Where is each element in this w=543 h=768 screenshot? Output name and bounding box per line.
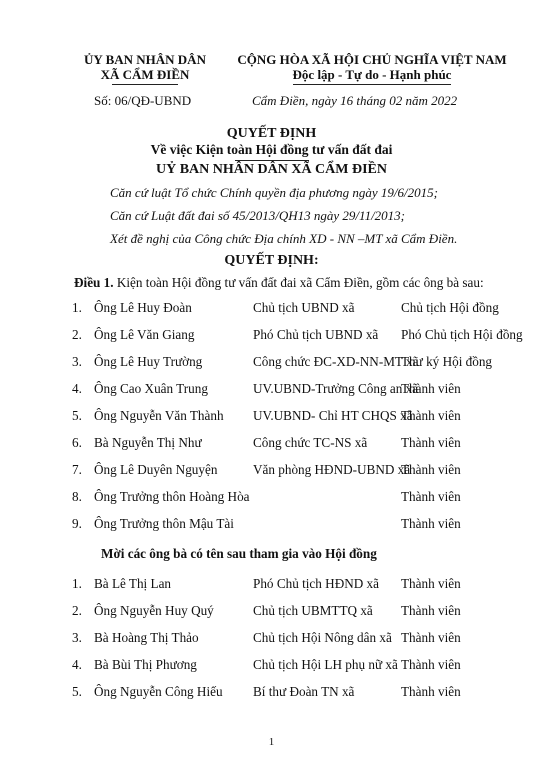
invitee-name: Ông Nguyễn Công Hiếu [94,684,223,699]
document-heading: QUYẾT ĐỊNH [226,126,317,141]
basis-line-1: Căn cứ luật Tổ chức Chính quyền địa phương ngày 19/6/2015; [110,185,438,200]
list-item [0,630,543,650]
member-name: Ông Lê Duyên Nguyện [94,462,218,477]
article-1 [74,275,484,291]
national-motto: Độc lập - Tự do - Hạnh phúc [292,67,452,82]
member-role: Chủ tịch Hội đồng [401,300,499,315]
article-1-text: Kiện toàn Hội đồng tư vấn đất đai xã Cẩm Điền, gồm các ông bà sau: [113,275,484,290]
member-name: Ông Lê Huy Trường [94,354,203,369]
commune-name: XÃ CẨM ĐIỀN [100,67,190,82]
member-name: Ông Lê Huy Đoàn [94,300,192,315]
list-item [0,489,543,509]
invitee-name: Bà Lê Thị Lan [94,576,172,591]
national-title: CỘNG HÒA XÃ HỘI CHỦ NGHĨA VIỆT NAM [237,52,507,67]
member-role: Thư ký Hội đồng [401,354,493,369]
place-and-date: Cẩm Điền, ngày 16 tháng 02 năm 2022 [252,93,458,108]
item-number: 6. [72,435,82,450]
member-name: Ông Trưởng thôn Mậu Tài [94,516,234,531]
member-position: Văn phòng HĐND-UBND xã [253,462,411,477]
invitee-role: Thành viên [401,684,461,699]
member-name: Ông Trưởng thôn Hoàng Hòa [94,489,250,504]
invitee-name: Bà Hoàng Thị Thảo [94,630,199,645]
invitee-name: Bà Bùi Thị Phương [94,657,197,672]
subject-underline [235,160,309,161]
member-name: Ông Cao Xuân Trung [94,381,208,396]
member-position: Công chức TC-NS xã [253,435,368,450]
invitee-position: Chủ tịch Hội LH phụ nữ xã [253,657,398,672]
member-position: Chủ tịch UBND xã [253,300,355,315]
member-role: Thành viên [401,435,461,450]
invitee-position: Phó Chủ tịch HĐND xã [253,576,380,591]
member-name: Ông Nguyễn Văn Thành [94,408,224,423]
invitee-position: Bí thư Đoàn TN xã [253,684,355,699]
invitee-name: Ông Nguyễn Huy Quý [94,603,214,618]
item-number: 2. [72,327,82,342]
list-item [0,516,543,536]
invitees-heading: Mời các ông bà có tên sau tham gia vào Hội đồng [101,546,377,561]
basis-line-3: Xét đề nghị của Công chức Địa chính XD - NN –MT xã Cẩm Điền. [110,231,458,246]
member-position: Công chức ĐC-XD-NN-MT xã [253,354,419,369]
list-item [0,381,543,401]
item-number: 8. [72,489,82,504]
list-item [0,435,543,455]
invitee-role: Thành viên [401,603,461,618]
header-left-underline [112,84,178,85]
invitee-role: Thành viên [401,630,461,645]
article-1-label: Điều 1. [74,275,114,290]
list-item [0,462,543,482]
member-name: Bà Nguyễn Thị Như [94,435,202,450]
list-item [0,300,543,320]
invitee-position: Chủ tịch Hội Nông dân xã [253,630,392,645]
member-role: Thành viên [401,489,461,504]
list-item [0,327,543,347]
invitee-position: Chủ tịch UBMTTQ xã [253,603,373,618]
list-item [0,684,543,704]
invitee-role: Thành viên [401,657,461,672]
agency-name: ỦY BAN NHÂN DÂN [84,52,206,67]
item-number: 3. [72,354,82,369]
invitee-role: Thành viên [401,576,461,591]
member-name: Ông Lê Văn Giang [94,327,195,342]
item-number: 7. [72,462,82,477]
list-item [0,576,543,596]
item-number: 5. [72,408,82,423]
decides-heading: QUYẾT ĐỊNH: [224,253,319,268]
item-number: 3. [72,630,82,645]
item-number: 5. [72,684,82,699]
item-number: 1. [72,300,82,315]
member-role: Phó Chủ tịch Hội đồng [401,327,523,342]
member-role: Thành viên [401,462,461,477]
list-item [0,354,543,374]
list-item [0,603,543,623]
basis-line-2: Căn cứ Luật đất đai số 45/2013/QH13 ngày 29/11/2013; [110,208,406,223]
document-number: Số: 06/QĐ-UBND [94,93,192,108]
member-position: UV.UBND-Trưởng Công an xã [253,381,419,396]
issuing-authority: UỶ BAN NHÂN DÂN XÃ CẨM ĐIỀN [156,162,387,177]
list-item [0,408,543,428]
item-number: 4. [72,381,82,396]
list-item [0,657,543,677]
item-number: 1. [72,576,82,591]
member-role: Thành viên [401,516,461,531]
member-role: Thành viên [401,381,461,396]
document-subject: Về việc Kiện toàn Hội đồng tư vấn đất đai [150,142,393,157]
item-number: 4. [72,657,82,672]
item-number: 9. [72,516,82,531]
item-number: 2. [72,603,82,618]
member-position: UV.UBND- Chỉ HT CHQS xã [253,408,413,423]
member-position: Phó Chủ tịch UBND xã [253,327,379,342]
member-role: Thành viên [401,408,461,423]
page-number: 1 [268,736,275,748]
header-right-underline [293,84,451,85]
